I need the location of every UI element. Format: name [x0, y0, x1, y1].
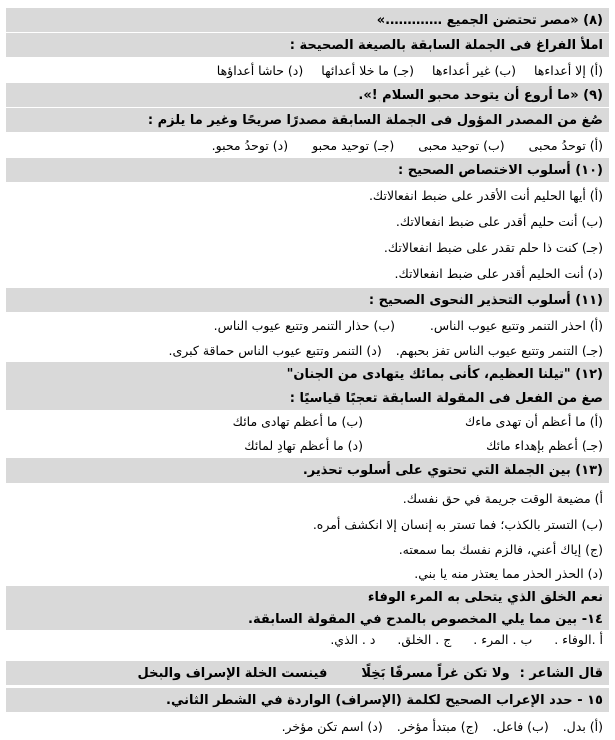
question-8-title	[6, 8, 609, 32]
option[interactable]: (جـ) أعظم بإهداء مائك	[486, 437, 603, 453]
question-8-instruction	[6, 33, 609, 57]
question-13-option-a[interactable]	[6, 486, 609, 510]
question-9-options	[6, 133, 609, 157]
question-15-verse	[6, 661, 609, 685]
question-14-title-text: ١٤- بين مما يلي المخصوص بالمدح في المقولة السابقة.	[248, 611, 603, 627]
option[interactable]: (د) حاشا أعداؤها	[216, 62, 304, 78]
option: (د) أنت الحليم أقدر على ضبط انفعالاتك.	[394, 265, 603, 281]
question-10-option-d[interactable]	[6, 261, 609, 285]
question-15-title	[6, 688, 609, 712]
question-12-title	[6, 362, 609, 386]
question-11-options-row2	[6, 338, 609, 362]
option[interactable]: أ .الوفاء .	[554, 631, 603, 647]
question-9-instruction	[6, 108, 609, 132]
question-10-option-b[interactable]	[6, 209, 609, 233]
option[interactable]: (د) التنمر وتتبع عيوب الناس حماقة كبرى.	[168, 342, 382, 358]
question-12-instruction-text: صغ من الفعل فى المقولة السابقة تعجبًا قياسيًا :	[289, 390, 603, 406]
question-12-title-text: (١٢) "تيلنا العظيم، كأنى بمائك يتهادى من الجنان"	[286, 366, 603, 382]
option[interactable]: (جـ) توحيد محبو	[312, 137, 395, 153]
question-9-title	[6, 83, 609, 107]
verse-first-hemistich: ولا تكن غراً مسرفًا بَخِلًا	[361, 665, 510, 681]
question-12-instruction	[6, 386, 609, 410]
question-13-option-d[interactable]	[6, 561, 609, 585]
option[interactable]: (أ) بدل.	[562, 718, 603, 734]
question-10-option-a[interactable]	[6, 183, 609, 207]
question-8-instruction-text: املأ الفراغ فى الجملة السابقة بالصيغة الصحيحة :	[289, 37, 603, 53]
question-10-option-c[interactable]	[6, 235, 609, 259]
question-14-options	[6, 628, 609, 650]
question-11-options-row1	[6, 313, 609, 337]
option[interactable]: ب . المرء .	[473, 631, 533, 647]
option[interactable]: (ب) حذار التنمر وتتبع عيوب الناس.	[213, 317, 395, 333]
question-9-title-text: (٩) «ما أروع أن يتوحد محبو السلام !».	[358, 87, 603, 103]
option[interactable]: (أ) توحدُ محبى	[528, 137, 603, 153]
option[interactable]: (أ) احذر التنمر وتتبع عيوب الناس.	[429, 317, 603, 333]
question-14-quote	[6, 586, 609, 608]
question-9-instruction-text: صُغ من المصدر المؤول فى الجملة السابقة مصدرًا صريحًا وغير ما يلزم :	[147, 112, 603, 128]
option[interactable]: (ب) توحيد محبى	[418, 137, 505, 153]
option[interactable]: (د) ما أعظم تهادِ لمائك	[244, 437, 363, 453]
option[interactable]: (ب) ما أعظم تهادى مائك	[232, 413, 363, 429]
question-13-title-text: (١٣) بين الجملة التي تحتوي على أسلوب تحذير.	[302, 463, 603, 478]
question-13-option-c[interactable]	[6, 537, 609, 561]
question-10-title	[6, 158, 609, 182]
question-12-options-row2	[6, 433, 609, 457]
option[interactable]: (أ) ما أعظم أن تهدى ماءك	[464, 413, 603, 429]
option: (د) الحذر الحذر مما يعتذر منه يا بني.	[414, 565, 603, 581]
option[interactable]: (ب) غير أعداءها	[432, 62, 516, 78]
option: (ج) إياك أعني، فالزم نفسك بما سمعته.	[398, 541, 603, 557]
question-10-title-text: (١٠) أسلوب الاختصاص الصحيح :	[397, 162, 603, 178]
option[interactable]: (أ) إلا أعداءها	[533, 62, 603, 78]
option: (ب) التستر بالكذب؛ فما تستر به إنسان إلا انكشف أمره.	[312, 516, 603, 532]
option[interactable]: (ب) فاعل.	[492, 718, 549, 734]
option[interactable]: د . الذي.	[330, 631, 376, 647]
verse-second-hemistich: فينست الخلة الإسراف والبخل	[137, 665, 328, 681]
option[interactable]: (ج) مبتدأ مؤخر.	[396, 718, 479, 734]
question-12-options-row1	[6, 409, 609, 433]
question-8-title-text: (٨) «مصر تحتضن الجميع ………….»	[376, 12, 603, 28]
question-15-options	[6, 714, 609, 738]
option: (أ) أيها الحليم أنت الأقدر على ضبط انفعالاتك.	[368, 187, 603, 203]
question-14-title	[6, 608, 609, 630]
option[interactable]: (جـ) ما خلا أعدائها	[321, 62, 415, 78]
question-8-options	[6, 58, 609, 82]
option[interactable]: (د) اسم تكن مؤخر.	[281, 718, 383, 734]
verse-intro: قال الشاعر :	[519, 665, 603, 681]
option[interactable]: (د) توحدُ محبو.	[211, 137, 289, 153]
option: أ) مضيعة الوقت جريمة في حق نفسك.	[402, 490, 603, 506]
option[interactable]: ج . الخلق.	[397, 631, 452, 647]
question-11-title-text: (١١) أسلوب التحذير النحوى الصحيح :	[368, 292, 603, 308]
option[interactable]: (جـ) التنمر وتتبع عيوب الناس تفز بحبهم.	[395, 342, 603, 358]
option: (ب) أنت حليم أقدر على ضبط انفعالاتك.	[395, 213, 603, 229]
question-13-title	[6, 458, 609, 483]
question-15-title-text: ١٥ - حدد الإعراب الصحيح لكلمة (الإسراف) الواردة في الشطر الثاني.	[166, 692, 603, 708]
question-14-quote-text: نعم الخلق الذي يتحلى به المرء الوفاء	[367, 589, 603, 605]
question-11-title	[6, 288, 609, 312]
question-13-option-b[interactable]	[6, 512, 609, 536]
option: (جـ) كنت ذا حلم تقدر على ضبط انفعالاتك.	[383, 239, 603, 255]
